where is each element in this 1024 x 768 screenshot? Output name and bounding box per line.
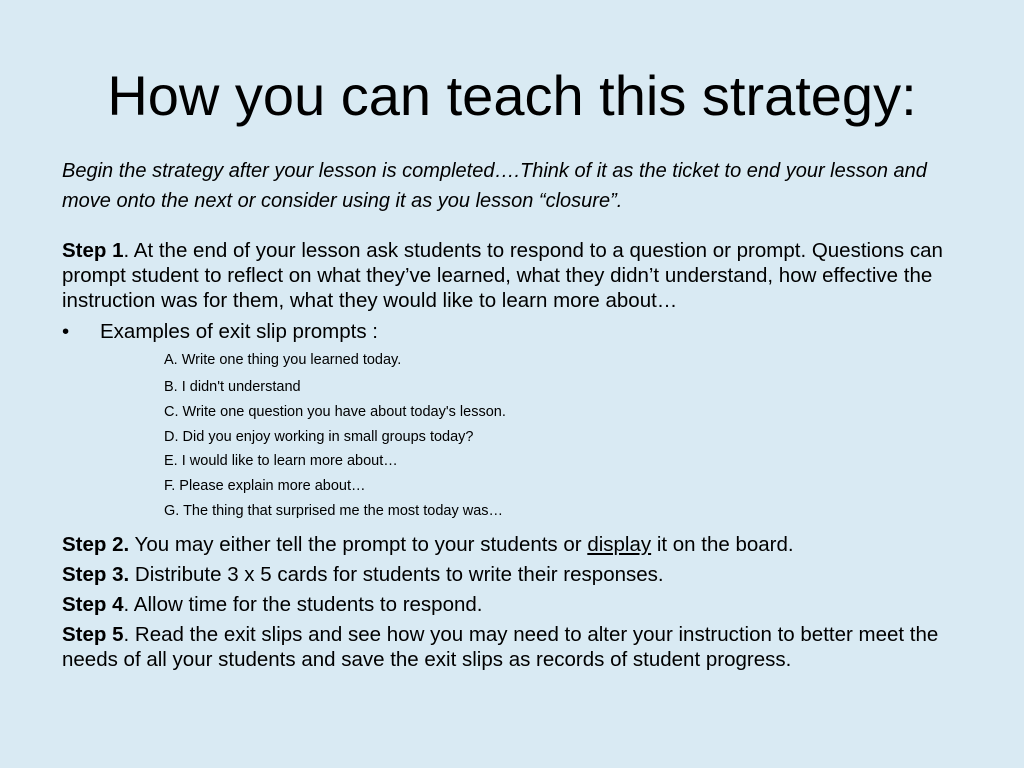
display-link[interactable]: display <box>587 532 652 556</box>
steps-list <box>62 532 972 672</box>
step-1-label: Step 1 <box>62 239 124 262</box>
step-3-text: Distribute 3 x 5 cards for students to write their responses. <box>129 562 664 586</box>
slide-body <box>62 156 972 672</box>
step-3 <box>62 562 972 587</box>
step-4-label: Step 4 <box>62 592 124 616</box>
exit-slip-prompts <box>164 352 972 528</box>
prompt-item: B. I didn't understand <box>164 379 301 395</box>
step-5-label: Step 5 <box>62 622 124 646</box>
step-5-text: . Read the exit slips and see how you may need to alter your instruction to better meet the needs of all your students and save the exit slips as records of student progress. <box>62 622 939 671</box>
step-2-label: Step 2. <box>62 532 130 556</box>
step-3-label: Step 3. <box>62 562 130 586</box>
bullet-text: Examples of exit slip prompts : <box>100 320 378 343</box>
step-5 <box>62 622 972 672</box>
prompt-item: G. The thing that surprised me the most today was… <box>164 502 504 519</box>
step-2-text-before: You may either tell the prompt to your students or <box>129 532 588 556</box>
slide-title: How you can teach this strategy: <box>107 64 917 127</box>
prompt-item: E. I would like to learn more about… <box>164 453 398 470</box>
step-2 <box>62 532 972 557</box>
step-4-text: . Allow time for the students to respond. <box>123 592 483 616</box>
bullet-marker: • <box>62 320 70 343</box>
bullet-item <box>62 319 972 344</box>
step-4 <box>62 592 972 617</box>
step-1-text: . At the end of your lesson ask students to respond to a question or prompt. Questions can prompt student to reflect on what they’ve learned, what they didn’t understand, how effective the instruction was for them, what they would like to learn more about… <box>62 239 943 312</box>
step-2-text-after: it on the board. <box>651 532 794 556</box>
prompt-item: D. Did you enjoy working in small groups today? <box>164 428 474 445</box>
prompt-item: F. Please explain more about… <box>164 478 366 495</box>
prompt-item: A. Write one thing you learned today. <box>164 352 402 368</box>
step-1 <box>62 238 972 313</box>
intro-text: Begin the strategy after your lesson is completed….Think of it as the ticket to end your lesson and move onto the next or consider using it as you lesson “closure”. <box>62 160 927 212</box>
prompt-item: C. Write one question you have about today's lesson. <box>164 403 506 420</box>
